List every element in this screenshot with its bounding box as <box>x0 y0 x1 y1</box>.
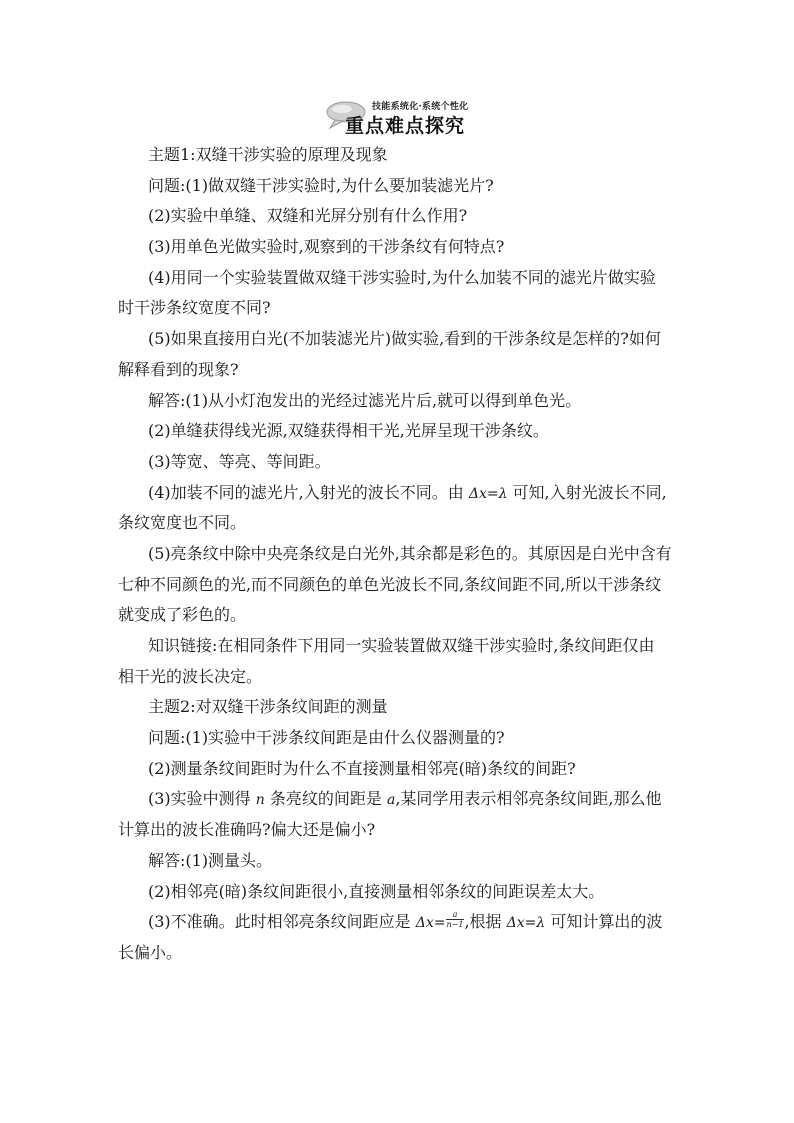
paragraph-line: (2)单缝获得线光源,双缝获得相干光,光屏呈现干涉条纹。 <box>148 421 549 441</box>
variable-a: a <box>386 792 396 809</box>
paragraph-line: (3)等宽、等亮、等间距。 <box>148 451 331 471</box>
formula: Δx=λ <box>468 485 508 502</box>
knowledge-link-line: 知识链接:在相同条件下用同一实验装置做双缝干涉实验时,条纹间距仅由 <box>148 636 655 655</box>
document-body <box>118 140 678 969</box>
text-segment: (3)不准确。此时相邻亮条纹间距应是 <box>148 912 416 932</box>
paragraph-line-with-formula <box>118 478 678 509</box>
paragraph-line: 问题:(1)实验中干涉条纹间距是由什么仪器测量的? <box>148 728 505 748</box>
header-title: 重点难点探究 <box>345 115 466 137</box>
paragraph-line: 解释看到的现象? <box>118 359 239 379</box>
paragraph-line: 七种不同颜色的光,而不同颜色的单色光波长不同,条纹间距不同,所以干涉条纹 <box>118 574 662 594</box>
fraction-denominator: n−1 <box>446 920 464 930</box>
paragraph-line: 解答:(1)测量头。 <box>148 850 273 870</box>
paragraph-line: 长偏小。 <box>118 942 183 962</box>
paragraph-line: 时干涉条纹宽度不同? <box>118 298 271 318</box>
text-segment: (4)加装不同的滤光片,入射光的波长不同。由 <box>148 482 469 502</box>
topic-1-heading: 主题1:双缝干涉实验的原理及现象 <box>148 145 388 164</box>
topic-2-heading: 主题2:对双缝干涉条纹间距的测量 <box>148 697 388 717</box>
paragraph-line: 解答:(1)从小灯泡发出的光经过滤光片后,就可以得到单色光。 <box>148 390 582 410</box>
paragraph-line: 问题:(1)做双缝干涉实验时,为什么要加装滤光片? <box>148 175 494 195</box>
header-subtitle: 技能系统化·系统个性化 <box>372 102 469 112</box>
formula: Δx=λ <box>506 915 546 932</box>
paragraph-line: (3)用单色光做实验时,观察到的干涉条纹有何特点? <box>148 237 505 257</box>
variable-n: n <box>255 792 265 809</box>
section-header <box>325 98 475 137</box>
paragraph-line: 相干光的波长决定。 <box>118 666 263 686</box>
paragraph-line: (5)如果直接用白光(不加装滤光片)做实验,看到的干涉条纹是怎样的?如何 <box>148 329 661 349</box>
paragraph-line: (4)用同一个实验装置做双缝干涉实验时,为什么加装不同的滤光片做实验 <box>148 267 656 287</box>
paragraph-line-with-formula <box>118 907 678 938</box>
paragraph-line: (2)实验中单缝、双缝和光屏分别有什么作用? <box>148 206 468 226</box>
paragraph-line: (5)亮条纹中除中央亮条纹是白光外,其余都是彩色的。其原因是白光中含有 <box>148 543 672 563</box>
formula: Δx= <box>415 915 446 932</box>
paragraph-line: 就变成了彩色的。 <box>118 605 247 625</box>
text-segment: 可知,入射光波长不同, <box>507 482 667 502</box>
text-segment: 可知计算出的波 <box>545 912 663 932</box>
text-segment: 条亮纹的间距是 <box>264 789 387 809</box>
text-segment: ,根据 <box>464 912 507 932</box>
text-segment: ,某同学用表示相邻亮条纹间距,那么他 <box>395 789 662 809</box>
paragraph-line-with-formula <box>118 784 678 815</box>
fraction <box>446 910 465 929</box>
fraction-numerator: a <box>446 910 465 920</box>
paragraph-line: 计算出的波长准确吗?偏大还是偏小? <box>118 820 376 840</box>
paragraph-line: (2)相邻亮(暗)条纹间距很小,直接测量相邻条纹的间距误差太大。 <box>148 881 605 901</box>
paragraph-line: (2)测量条纹间距时为什么不直接测量相邻亮(暗)条纹的间距? <box>148 758 576 778</box>
paragraph-line: 条纹宽度也不同。 <box>118 513 247 533</box>
text-segment: (3)实验中测得 <box>148 789 256 809</box>
